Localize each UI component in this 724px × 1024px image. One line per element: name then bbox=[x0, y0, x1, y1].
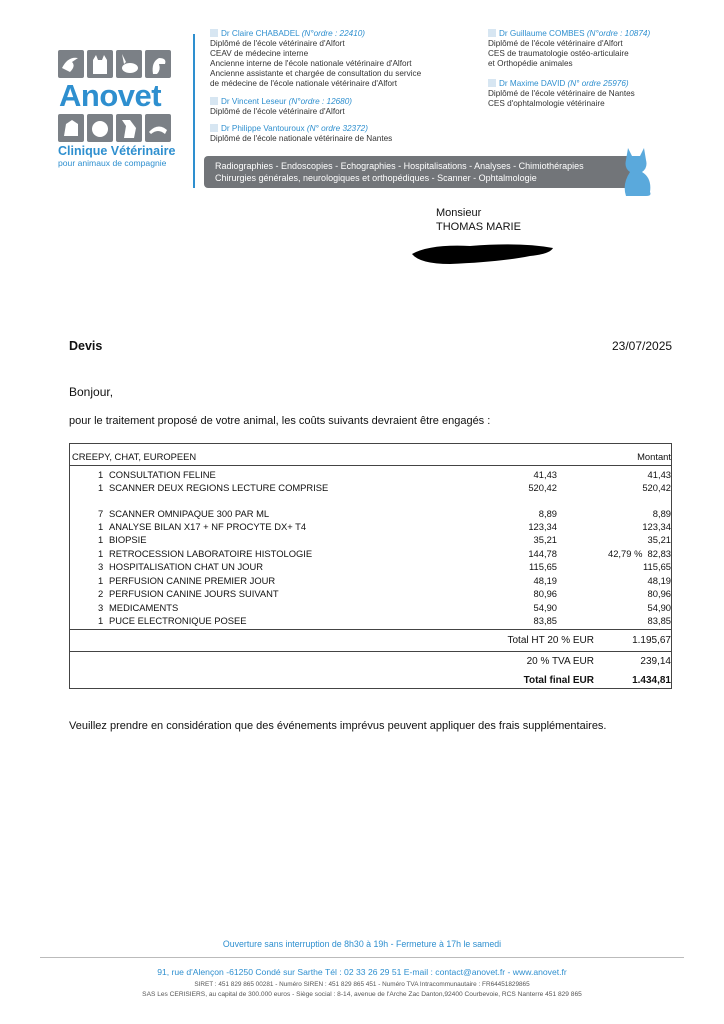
total-ht-value: 1.195,67 bbox=[632, 635, 671, 646]
tva-label: 20 % TVA EUR bbox=[526, 656, 594, 667]
total-ht-label: Total HT 20 % EUR bbox=[507, 635, 594, 646]
row-qty: 3 bbox=[98, 602, 104, 613]
cat-silhouette-icon bbox=[618, 144, 656, 198]
vet-ordre: (N°ordre : 22410) bbox=[301, 29, 366, 38]
footer-address: 91, rue d'Alençon -61250 Condé sur Sarthe Tél : 02 33 26 29 51 E-mail : contact@anovet.fr - www.anovet.fr bbox=[157, 967, 567, 977]
recipient-block bbox=[436, 206, 521, 234]
table-row bbox=[70, 615, 673, 628]
row-amount: 520,42 bbox=[642, 482, 671, 493]
row-unit-price: 80,96 bbox=[533, 588, 557, 599]
row-qty: 3 bbox=[98, 561, 104, 572]
row-label: PERFUSION CANINE JOURS SUIVANT bbox=[109, 588, 279, 599]
vet-line: CES d'ophtalmologie vétérinaire bbox=[488, 99, 605, 108]
row-amount: 35,21 bbox=[647, 534, 671, 545]
row-amount: 54,90 bbox=[647, 602, 671, 613]
vet-line: Diplômé de l'école vétérinaire d'Alfort bbox=[210, 107, 345, 116]
dog-icon bbox=[58, 114, 84, 142]
row-unit-price: 83,85 bbox=[533, 615, 557, 626]
row-label: SCANNER DEUX REGIONS LECTURE COMPRISE bbox=[109, 482, 329, 493]
row-qty: 1 bbox=[98, 534, 104, 545]
footer-divider bbox=[40, 957, 684, 958]
vet-line: CES de traumatologie ostéo-articulaire bbox=[488, 49, 629, 58]
row-unit-price: 520,42 bbox=[528, 482, 557, 493]
vet-leseur bbox=[210, 97, 480, 117]
row-unit-price: 123,34 bbox=[528, 521, 557, 532]
row-qty: 1 bbox=[98, 521, 104, 532]
total-final-label: Total final EUR bbox=[523, 675, 594, 686]
vet-line: Ancienne interne de l'école nationale vétérinaire d'Alfort bbox=[210, 59, 412, 68]
bird-icon bbox=[58, 50, 84, 78]
clinic-tagline: pour animaux de compagnie bbox=[58, 158, 167, 168]
vet-ordre: (N° ordre 32372) bbox=[306, 124, 368, 133]
row-amount: 115,65 bbox=[643, 561, 671, 572]
row-label: BIOPSIE bbox=[109, 534, 147, 545]
vet-name: Dr Philippe Vantouroux bbox=[221, 124, 305, 133]
row-label: PUCE ELECTRONIQUE POSEE bbox=[109, 615, 247, 626]
row-unit-price: 115,65 bbox=[529, 561, 557, 572]
redacted-address bbox=[410, 240, 555, 266]
ferret-icon bbox=[145, 114, 171, 142]
tva-separator bbox=[70, 651, 671, 652]
parrot-icon bbox=[145, 50, 171, 78]
greeting: Bonjour, bbox=[69, 385, 114, 399]
row-qty: 1 bbox=[98, 575, 104, 586]
table-row bbox=[70, 561, 673, 574]
tva-value: 239,14 bbox=[640, 656, 671, 667]
vet-name: Dr Claire CHABADEL bbox=[221, 29, 300, 38]
vet-line: Diplômé de l'école vétérinaire de Nantes bbox=[488, 89, 635, 98]
row-unit-price: 8,89 bbox=[538, 508, 557, 519]
row-qty: 1 bbox=[98, 548, 104, 559]
row-percent: 42,79 % bbox=[608, 548, 643, 559]
vet-name: Dr Vincent Leseur bbox=[221, 97, 287, 106]
row-amount: 41,43 bbox=[647, 469, 671, 480]
row-qty: 2 bbox=[98, 588, 104, 599]
clinic-brand: Anovet bbox=[59, 78, 162, 113]
vet-david bbox=[488, 79, 708, 109]
vet-line: Ancienne assistante et chargée de consultation du service bbox=[210, 69, 422, 78]
row-amount: 80,96 bbox=[647, 588, 671, 599]
row-label: ANALYSE BILAN X17 + NF PROCYTE DX+ T4 bbox=[109, 521, 307, 532]
vet-ordre: (N°ordre : 12680) bbox=[288, 97, 353, 106]
services-banner bbox=[204, 156, 634, 188]
logo-animal-tiles-bottom bbox=[58, 114, 178, 142]
hamster-icon bbox=[87, 114, 113, 142]
vet-line: et Orthopédie animales bbox=[488, 59, 573, 68]
table-row bbox=[70, 482, 673, 495]
table-row bbox=[70, 602, 673, 615]
vet-chabadel bbox=[210, 29, 480, 89]
table-row bbox=[70, 548, 673, 561]
cat-icon bbox=[87, 50, 113, 78]
header-divider bbox=[193, 34, 195, 188]
clinic-subtitle: Clinique Vétérinaire bbox=[58, 144, 176, 158]
rabbit-icon bbox=[116, 50, 142, 78]
row-unit-price: 144,78 bbox=[528, 548, 557, 559]
row-amount: 123,34 bbox=[642, 521, 671, 532]
warning-text: Veuillez prendre en considération que des événements imprévus peuvent appliquer des frais supplémentaires. bbox=[69, 720, 607, 732]
footer-legal-company: SAS Les CERISIERS, au capital de 300.000 euros - Siège social : 8-14, avenue de l'Arche Zac Danton,92400 Courbevoie, RCS Nanterre 451 829 865 bbox=[142, 991, 582, 998]
logo-animal-tiles-top bbox=[58, 50, 178, 78]
row-qty: 1 bbox=[98, 469, 104, 480]
table-row bbox=[70, 575, 673, 588]
amount-header: Montant bbox=[637, 451, 671, 462]
total-final-row bbox=[70, 675, 673, 688]
intro-text: pour le traitement proposé de votre animal, les coûts suivants devraient être engagés : bbox=[69, 415, 491, 427]
services-line-1: Radiographies - Endoscopies - Echographies - Hospitalisations - Analyses - Chimiothérapies bbox=[215, 161, 584, 171]
row-label: RETROCESSION LABORATOIRE HISTOLOGIE bbox=[109, 548, 313, 559]
row-label: SCANNER OMNIPAQUE 300 PAR ML bbox=[109, 508, 270, 519]
row-amount: 8,89 bbox=[652, 508, 671, 519]
row-unit-price: 48,19 bbox=[533, 575, 557, 586]
vet-vantouroux bbox=[210, 124, 480, 144]
vet-ordre: (N° ordre 25976) bbox=[567, 79, 629, 88]
table-row bbox=[70, 508, 673, 521]
vet-line: de médecine de l'école nationale vétérinaire d'Alfort bbox=[210, 79, 398, 88]
row-unit-price: 35,21 bbox=[533, 534, 557, 545]
vet-ordre: (N°ordre : 10874) bbox=[586, 29, 651, 38]
vet-combes bbox=[488, 29, 708, 69]
recipient-name: THOMAS MARIE bbox=[436, 221, 521, 233]
vet-line: Diplômé de l'école nationale vétérinaire de Nantes bbox=[210, 134, 393, 143]
totals-separator bbox=[70, 629, 671, 630]
services-line-2: Chirurgies générales, neurologiques et orthopédiques - Scanner - Ophtalmologie bbox=[215, 173, 537, 183]
row-amount: 48,19 bbox=[647, 575, 671, 586]
table-header bbox=[70, 451, 673, 465]
row-amount: 83,85 bbox=[647, 615, 671, 626]
vet-name: Dr Guillaume COMBES bbox=[499, 29, 585, 38]
total-ht-row bbox=[70, 635, 673, 648]
horse-icon bbox=[116, 114, 142, 142]
row-label: PERFUSION CANINE PREMIER JOUR bbox=[109, 575, 276, 586]
document-date: 23/07/2025 bbox=[612, 339, 673, 353]
total-final-value: 1.434,81 bbox=[632, 675, 671, 686]
vet-line: Diplômé de l'école vétérinaire d'Alfort bbox=[210, 39, 345, 48]
footer-opening-hours: Ouverture sans interruption de 8h30 à 19h - Fermeture à 17h le samedi bbox=[222, 939, 502, 949]
table-row bbox=[70, 469, 673, 482]
table-row bbox=[70, 588, 673, 601]
animal-info: CREEPY, CHAT, EUROPEEN bbox=[72, 451, 197, 462]
row-qty: 1 bbox=[98, 615, 104, 626]
row-qty: 1 bbox=[98, 482, 104, 493]
vet-name: Dr Maxime DAVID bbox=[499, 79, 566, 88]
tva-row bbox=[70, 656, 673, 669]
vet-line: Diplômé de l'école vétérinaire d'Alfort bbox=[488, 39, 623, 48]
clinic-logo bbox=[58, 50, 178, 168]
table-row bbox=[70, 521, 673, 534]
row-label: CONSULTATION FELINE bbox=[109, 469, 216, 480]
quote-table bbox=[69, 443, 672, 689]
header-separator bbox=[70, 465, 671, 466]
row-label: MEDICAMENTS bbox=[109, 602, 179, 613]
vet-line: CEAV de médecine interne bbox=[210, 49, 309, 58]
row-label: HOSPITALISATION CHAT UN JOUR bbox=[109, 561, 264, 572]
row-unit-price: 41,43 bbox=[533, 469, 557, 480]
row-qty: 7 bbox=[98, 508, 104, 519]
recipient-salutation: Monsieur bbox=[436, 207, 482, 219]
document-title: Devis bbox=[69, 339, 103, 353]
table-row bbox=[70, 534, 673, 547]
row-unit-price: 54,90 bbox=[533, 602, 557, 613]
footer-legal-ids: SIRET : 451 829 865 00281 - Numéro SIREN : 451 829 865 451 - Numéro TVA Intracommunautaire : FR64451829865 bbox=[194, 981, 530, 988]
row-amount: 82,83 bbox=[647, 548, 671, 559]
